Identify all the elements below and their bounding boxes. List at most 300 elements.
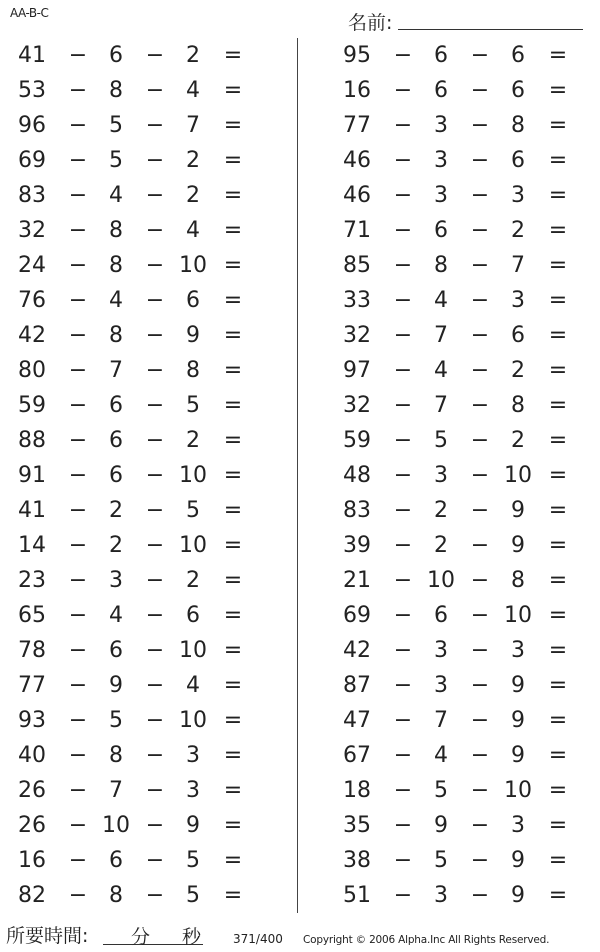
equals-sign: = xyxy=(223,428,243,453)
equals-sign: = xyxy=(548,498,568,523)
equals-sign: = xyxy=(548,393,568,418)
subtrahend-1: 6 xyxy=(434,218,448,243)
minus-sign: − xyxy=(470,323,490,348)
subtrahend-2: 5 xyxy=(186,848,200,873)
equals-sign: = xyxy=(223,253,243,278)
minus-sign: − xyxy=(145,113,165,138)
subtrahend-1: 5 xyxy=(109,708,123,733)
minus-sign: − xyxy=(68,358,88,383)
minuend: 23 xyxy=(18,568,46,593)
minuend: 26 xyxy=(18,813,46,838)
minutes-label: 分 xyxy=(131,926,151,948)
minus-sign: − xyxy=(68,813,88,838)
minus-sign: − xyxy=(68,463,88,488)
equals-sign: = xyxy=(223,743,243,768)
minus-sign: − xyxy=(393,603,413,628)
minus-sign: − xyxy=(393,113,413,138)
minuend: 82 xyxy=(18,883,46,908)
minuend: 38 xyxy=(343,848,371,873)
name-field[interactable] xyxy=(398,29,583,30)
minus-sign: − xyxy=(145,78,165,103)
subtrahend-1: 4 xyxy=(434,743,448,768)
subtrahend-1: 6 xyxy=(109,393,123,418)
minuend: 16 xyxy=(18,848,46,873)
subtrahend-2: 3 xyxy=(511,638,525,663)
subtrahend-2: 6 xyxy=(511,43,525,68)
minus-sign: − xyxy=(470,113,490,138)
equals-sign: = xyxy=(548,113,568,138)
subtrahend-1: 8 xyxy=(109,78,123,103)
subtrahend-1: 8 xyxy=(109,743,123,768)
minuend: 32 xyxy=(343,323,371,348)
equals-sign: = xyxy=(223,568,243,593)
subtrahend-1: 4 xyxy=(109,183,123,208)
subtrahend-1: 7 xyxy=(109,778,123,803)
subtrahend-2: 6 xyxy=(511,148,525,173)
equals-sign: = xyxy=(548,218,568,243)
subtrahend-1: 2 xyxy=(434,498,448,523)
equals-sign: = xyxy=(548,288,568,313)
subtrahend-1: 8 xyxy=(109,218,123,243)
minus-sign: − xyxy=(470,218,490,243)
equals-sign: = xyxy=(223,603,243,628)
minuend: 77 xyxy=(18,673,46,698)
minuend: 69 xyxy=(18,148,46,173)
minus-sign: − xyxy=(68,638,88,663)
minuend: 67 xyxy=(343,743,371,768)
minuend: 16 xyxy=(343,78,371,103)
subtrahend-1: 6 xyxy=(109,463,123,488)
minus-sign: − xyxy=(393,463,413,488)
equals-sign: = xyxy=(548,883,568,908)
equals-sign: = xyxy=(223,113,243,138)
minuend: 14 xyxy=(18,533,46,558)
minus-sign: − xyxy=(393,393,413,418)
minus-sign: − xyxy=(393,358,413,383)
subtrahend-2: 3 xyxy=(511,288,525,313)
subtrahend-2: 9 xyxy=(511,533,525,558)
subtrahend-1: 5 xyxy=(434,778,448,803)
minuend: 48 xyxy=(343,463,371,488)
minus-sign: − xyxy=(393,743,413,768)
minuend: 87 xyxy=(343,673,371,698)
subtrahend-2: 2 xyxy=(511,428,525,453)
subtrahend-1: 9 xyxy=(434,813,448,838)
minus-sign: − xyxy=(68,603,88,628)
minus-sign: − xyxy=(393,883,413,908)
equals-sign: = xyxy=(223,673,243,698)
equals-sign: = xyxy=(223,848,243,873)
minus-sign: − xyxy=(145,323,165,348)
minuend: 47 xyxy=(343,708,371,733)
minus-sign: − xyxy=(68,533,88,558)
subtrahend-1: 8 xyxy=(109,323,123,348)
subtrahend-1: 2 xyxy=(109,498,123,523)
subtrahend-2: 9 xyxy=(511,848,525,873)
minuend: 26 xyxy=(18,778,46,803)
subtrahend-2: 6 xyxy=(186,288,200,313)
seconds-label: 秒 xyxy=(182,926,202,948)
subtrahend-1: 9 xyxy=(109,673,123,698)
equals-sign: = xyxy=(223,813,243,838)
subtrahend-2: 4 xyxy=(186,673,200,698)
subtrahend-1: 4 xyxy=(434,358,448,383)
subtrahend-1: 7 xyxy=(434,708,448,733)
equals-sign: = xyxy=(548,708,568,733)
minus-sign: − xyxy=(470,533,490,558)
minus-sign: − xyxy=(470,813,490,838)
subtrahend-1: 10 xyxy=(102,813,130,838)
subtrahend-2: 9 xyxy=(511,708,525,733)
minus-sign: − xyxy=(470,288,490,313)
minuend: 40 xyxy=(18,743,46,768)
minuend: 24 xyxy=(18,253,46,278)
minus-sign: − xyxy=(68,673,88,698)
minus-sign: − xyxy=(145,708,165,733)
minus-sign: − xyxy=(393,218,413,243)
minuend: 21 xyxy=(343,568,371,593)
minus-sign: − xyxy=(393,813,413,838)
minuend: 39 xyxy=(343,533,371,558)
minus-sign: − xyxy=(470,883,490,908)
subtrahend-2: 10 xyxy=(504,463,532,488)
subtrahend-1: 7 xyxy=(434,393,448,418)
minus-sign: − xyxy=(68,883,88,908)
subtrahend-1: 3 xyxy=(434,673,448,698)
minus-sign: − xyxy=(470,358,490,383)
minuend: 18 xyxy=(343,778,371,803)
subtrahend-2: 2 xyxy=(186,43,200,68)
subtrahend-2: 2 xyxy=(186,148,200,173)
subtrahend-2: 3 xyxy=(186,778,200,803)
minus-sign: − xyxy=(68,113,88,138)
subtrahend-1: 3 xyxy=(434,883,448,908)
minus-sign: − xyxy=(68,498,88,523)
subtrahend-1: 4 xyxy=(109,603,123,628)
minus-sign: − xyxy=(393,708,413,733)
subtrahend-1: 6 xyxy=(434,603,448,628)
minus-sign: − xyxy=(393,183,413,208)
equals-sign: = xyxy=(548,603,568,628)
minuend: 46 xyxy=(343,148,371,173)
minuend: 32 xyxy=(343,393,371,418)
minus-sign: − xyxy=(68,568,88,593)
subtrahend-2: 10 xyxy=(504,778,532,803)
subtrahend-1: 5 xyxy=(109,113,123,138)
minus-sign: − xyxy=(145,603,165,628)
subtrahend-2: 3 xyxy=(511,183,525,208)
minus-sign: − xyxy=(145,43,165,68)
equals-sign: = xyxy=(223,183,243,208)
minus-sign: − xyxy=(145,848,165,873)
minus-sign: − xyxy=(68,708,88,733)
minus-sign: − xyxy=(393,288,413,313)
minus-sign: − xyxy=(393,253,413,278)
minuend: 41 xyxy=(18,498,46,523)
minus-sign: − xyxy=(68,778,88,803)
minus-sign: − xyxy=(470,253,490,278)
equals-sign: = xyxy=(548,743,568,768)
minus-sign: − xyxy=(470,708,490,733)
subtrahend-2: 10 xyxy=(504,603,532,628)
equals-sign: = xyxy=(548,323,568,348)
minus-sign: − xyxy=(393,533,413,558)
minus-sign: − xyxy=(470,568,490,593)
subtrahend-1: 5 xyxy=(109,148,123,173)
minus-sign: − xyxy=(145,428,165,453)
subtrahend-2: 2 xyxy=(511,218,525,243)
minus-sign: − xyxy=(470,393,490,418)
minus-sign: − xyxy=(145,463,165,488)
minus-sign: − xyxy=(470,673,490,698)
minus-sign: − xyxy=(393,568,413,593)
subtrahend-1: 3 xyxy=(434,148,448,173)
subtrahend-1: 6 xyxy=(434,78,448,103)
minuend: 46 xyxy=(343,183,371,208)
subtrahend-2: 9 xyxy=(186,323,200,348)
subtrahend-1: 7 xyxy=(434,323,448,348)
subtrahend-1: 2 xyxy=(109,533,123,558)
name-label: 名前: xyxy=(348,12,393,34)
minus-sign: − xyxy=(470,463,490,488)
minuend: 51 xyxy=(343,883,371,908)
minus-sign: − xyxy=(145,253,165,278)
minuend: 76 xyxy=(18,288,46,313)
equals-sign: = xyxy=(548,428,568,453)
subtrahend-2: 8 xyxy=(511,393,525,418)
minus-sign: − xyxy=(68,43,88,68)
minuend: 88 xyxy=(18,428,46,453)
subtrahend-1: 10 xyxy=(427,568,455,593)
minuend: 80 xyxy=(18,358,46,383)
minus-sign: − xyxy=(393,848,413,873)
subtrahend-2: 2 xyxy=(186,568,200,593)
minuend: 97 xyxy=(343,358,371,383)
minus-sign: − xyxy=(145,673,165,698)
subtrahend-1: 5 xyxy=(434,848,448,873)
minus-sign: − xyxy=(145,533,165,558)
equals-sign: = xyxy=(223,708,243,733)
subtrahend-2: 10 xyxy=(179,533,207,558)
subtrahend-1: 3 xyxy=(434,463,448,488)
minus-sign: − xyxy=(470,638,490,663)
subtrahend-1: 6 xyxy=(109,43,123,68)
minus-sign: − xyxy=(470,743,490,768)
minus-sign: − xyxy=(393,638,413,663)
minus-sign: − xyxy=(145,393,165,418)
subtrahend-2: 6 xyxy=(511,323,525,348)
subtrahend-1: 8 xyxy=(434,253,448,278)
subtrahend-1: 6 xyxy=(434,43,448,68)
subtrahend-2: 3 xyxy=(511,813,525,838)
minuend: 95 xyxy=(343,43,371,68)
equals-sign: = xyxy=(548,638,568,663)
subtrahend-2: 5 xyxy=(186,393,200,418)
minus-sign: − xyxy=(68,288,88,313)
page-number: 371/400 xyxy=(233,932,283,946)
equals-sign: = xyxy=(223,638,243,663)
minuend: 32 xyxy=(18,218,46,243)
minuend: 33 xyxy=(343,288,371,313)
minus-sign: − xyxy=(145,148,165,173)
minuend: 85 xyxy=(343,253,371,278)
minuend: 42 xyxy=(18,323,46,348)
subtrahend-2: 2 xyxy=(186,183,200,208)
minus-sign: − xyxy=(470,43,490,68)
equals-sign: = xyxy=(223,43,243,68)
minus-sign: − xyxy=(68,323,88,348)
minuend: 69 xyxy=(343,603,371,628)
minus-sign: − xyxy=(68,393,88,418)
minus-sign: − xyxy=(470,603,490,628)
minus-sign: − xyxy=(145,743,165,768)
minus-sign: − xyxy=(68,183,88,208)
minuend: 78 xyxy=(18,638,46,663)
equals-sign: = xyxy=(548,533,568,558)
equals-sign: = xyxy=(548,813,568,838)
equals-sign: = xyxy=(223,218,243,243)
subtrahend-2: 4 xyxy=(186,218,200,243)
minus-sign: − xyxy=(145,358,165,383)
minus-sign: − xyxy=(145,288,165,313)
subtrahend-2: 8 xyxy=(511,568,525,593)
subtrahend-2: 5 xyxy=(186,883,200,908)
time-label: 所要時間: xyxy=(6,925,89,947)
subtrahend-2: 9 xyxy=(511,743,525,768)
equals-sign: = xyxy=(223,498,243,523)
subtrahend-1: 8 xyxy=(109,883,123,908)
equals-sign: = xyxy=(548,463,568,488)
equals-sign: = xyxy=(548,183,568,208)
subtrahend-2: 10 xyxy=(179,463,207,488)
minus-sign: − xyxy=(145,183,165,208)
equals-sign: = xyxy=(223,358,243,383)
subtrahend-2: 9 xyxy=(186,813,200,838)
minuend: 59 xyxy=(343,428,371,453)
minuend: 71 xyxy=(343,218,371,243)
equals-sign: = xyxy=(548,848,568,873)
minus-sign: − xyxy=(145,568,165,593)
minus-sign: − xyxy=(68,743,88,768)
subtrahend-1: 4 xyxy=(109,288,123,313)
subtrahend-2: 10 xyxy=(179,708,207,733)
minus-sign: − xyxy=(470,78,490,103)
subtrahend-2: 9 xyxy=(511,883,525,908)
equals-sign: = xyxy=(223,778,243,803)
minuend: 59 xyxy=(18,393,46,418)
minus-sign: − xyxy=(393,498,413,523)
minus-sign: − xyxy=(145,218,165,243)
minus-sign: − xyxy=(393,43,413,68)
minus-sign: − xyxy=(470,148,490,173)
minus-sign: − xyxy=(145,813,165,838)
subtrahend-2: 9 xyxy=(511,673,525,698)
minuend: 65 xyxy=(18,603,46,628)
subtrahend-2: 8 xyxy=(511,113,525,138)
minuend: 77 xyxy=(343,113,371,138)
subtrahend-1: 3 xyxy=(109,568,123,593)
minus-sign: − xyxy=(470,428,490,453)
minus-sign: − xyxy=(68,253,88,278)
subtrahend-1: 4 xyxy=(434,288,448,313)
minus-sign: − xyxy=(145,883,165,908)
subtrahend-2: 9 xyxy=(511,498,525,523)
subtrahend-2: 6 xyxy=(511,78,525,103)
worksheet-code: AA-B-C xyxy=(10,6,49,20)
minuend: 53 xyxy=(18,78,46,103)
subtrahend-2: 10 xyxy=(179,638,207,663)
equals-sign: = xyxy=(223,463,243,488)
subtrahend-2: 6 xyxy=(186,603,200,628)
minus-sign: − xyxy=(145,778,165,803)
minuend: 93 xyxy=(18,708,46,733)
minus-sign: − xyxy=(68,78,88,103)
equals-sign: = xyxy=(223,393,243,418)
minuend: 42 xyxy=(343,638,371,663)
subtrahend-2: 10 xyxy=(179,253,207,278)
minus-sign: − xyxy=(393,148,413,173)
minus-sign: − xyxy=(470,183,490,208)
subtrahend-2: 4 xyxy=(186,78,200,103)
minus-sign: − xyxy=(393,673,413,698)
equals-sign: = xyxy=(548,148,568,173)
subtrahend-1: 3 xyxy=(434,638,448,663)
minus-sign: − xyxy=(393,428,413,453)
subtrahend-2: 5 xyxy=(186,498,200,523)
equals-sign: = xyxy=(548,778,568,803)
copyright: Copyright © 2006 Alpha.Inc All Rights Reserved. xyxy=(303,934,550,946)
minus-sign: − xyxy=(68,148,88,173)
subtrahend-2: 7 xyxy=(186,113,200,138)
minuend: 83 xyxy=(18,183,46,208)
subtrahend-2: 2 xyxy=(186,428,200,453)
minuend: 35 xyxy=(343,813,371,838)
minuend: 96 xyxy=(18,113,46,138)
minus-sign: − xyxy=(145,638,165,663)
equals-sign: = xyxy=(548,568,568,593)
minus-sign: − xyxy=(68,218,88,243)
equals-sign: = xyxy=(548,78,568,103)
minus-sign: − xyxy=(470,778,490,803)
subtrahend-1: 2 xyxy=(434,533,448,558)
equals-sign: = xyxy=(548,43,568,68)
equals-sign: = xyxy=(223,148,243,173)
equals-sign: = xyxy=(548,673,568,698)
equals-sign: = xyxy=(223,533,243,558)
minus-sign: − xyxy=(470,498,490,523)
subtrahend-1: 7 xyxy=(109,358,123,383)
equals-sign: = xyxy=(548,358,568,383)
minus-sign: − xyxy=(393,778,413,803)
equals-sign: = xyxy=(223,78,243,103)
subtrahend-2: 2 xyxy=(511,358,525,383)
subtrahend-1: 8 xyxy=(109,253,123,278)
subtrahend-2: 3 xyxy=(186,743,200,768)
minus-sign: − xyxy=(145,498,165,523)
subtrahend-1: 3 xyxy=(434,113,448,138)
equals-sign: = xyxy=(548,253,568,278)
subtrahend-2: 7 xyxy=(511,253,525,278)
subtrahend-2: 8 xyxy=(186,358,200,383)
subtrahend-1: 5 xyxy=(434,428,448,453)
minus-sign: − xyxy=(68,848,88,873)
subtrahend-1: 6 xyxy=(109,428,123,453)
minus-sign: − xyxy=(393,78,413,103)
minus-sign: − xyxy=(470,848,490,873)
column-divider xyxy=(297,38,298,913)
minus-sign: − xyxy=(393,323,413,348)
equals-sign: = xyxy=(223,883,243,908)
